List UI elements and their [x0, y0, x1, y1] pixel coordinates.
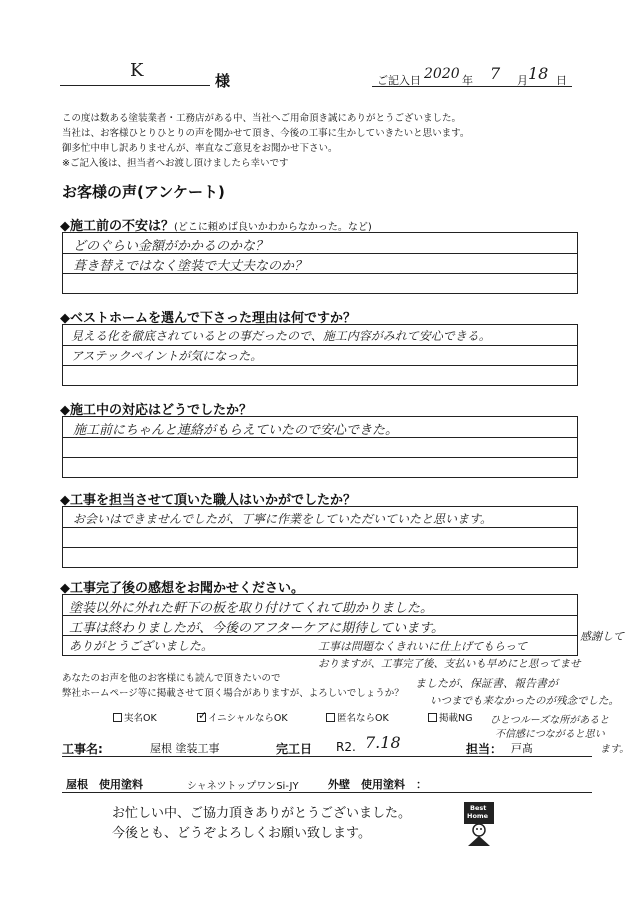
date-label: ご記入日: [377, 74, 421, 87]
date-day: 18: [528, 64, 549, 83]
intro-line-4: ※ご記入後は、担当者へお渡し頂けましたら幸いです: [62, 158, 289, 169]
date-day-suffix: 日: [556, 74, 567, 87]
note-line-5: ひとつルーズな所があると: [490, 715, 610, 726]
intro-line-1: この度は数ある塗装業者・工務店がある中、当社へご用命頂き誠にありがとうございました。: [62, 113, 462, 124]
complete-value: 7.18: [365, 733, 401, 752]
option-no-publish-label: 掲載NG: [439, 713, 473, 724]
note-line-1b: 感謝して: [580, 630, 624, 643]
customer-name-underline: [60, 85, 210, 86]
logo-text-1: Best: [470, 804, 487, 812]
question-1-label: ◆施工前の不安は？: [60, 219, 174, 234]
question-2-answer-1: 見える化を徹底されているとの事だったので、施工内容がみれて安心できる。: [71, 329, 491, 343]
question-3-answer-box: [62, 416, 578, 478]
consent-line-1: あなたのお声を他のお客様にも読んで頂きたいので: [62, 673, 281, 684]
question-4-answer-1: お会いはできませんでしたが、丁寧に作業をしていただいていたと思います。: [73, 512, 493, 526]
option-anonymous-label: 匿名ならOK: [337, 713, 389, 724]
checkbox-checked[interactable]: [197, 709, 208, 722]
question-4-answer-box: [62, 506, 578, 568]
staff-value: 戸髙: [511, 742, 533, 755]
check-mark-icon: ✓: [198, 709, 208, 722]
question-1-answer-1: どのぐらい金額がかかるのかな？: [73, 239, 269, 254]
complete-prefix: R2.: [336, 740, 356, 754]
honorific: 様: [215, 72, 231, 90]
note-line-7: ます。: [600, 744, 630, 755]
option-real-name[interactable]: [113, 710, 157, 724]
checkbox[interactable]: [113, 713, 122, 722]
option-real-name-label: 実名OK: [124, 713, 157, 724]
question-1-subtitle: (どこに頼めば良いかわからなかった。など): [174, 222, 372, 233]
complete-label: 完工日: [276, 742, 313, 756]
note-line-1: 工事は問題なくきれいに仕上げてもらって: [318, 640, 527, 653]
closing-line-1: お忙しい中、ご協力頂きありがとうございました。: [112, 806, 412, 821]
note-line-6: 不信感につながると思い: [495, 729, 605, 740]
option-anonymous[interactable]: [326, 710, 389, 724]
customer-name: K: [130, 60, 144, 81]
answer-row-divider: [63, 547, 577, 548]
work-underline: [62, 756, 592, 757]
wall-paint-label: 外壁 使用塗料 ：: [328, 778, 427, 791]
note-line-4: いつまでも来なかったのが残念でした。: [430, 695, 619, 707]
question-1-answer-2: 葺き替えではなく塗装で大丈夫なのか？: [73, 259, 308, 274]
question-1-answer-box: [62, 232, 578, 294]
date-underline: [372, 86, 572, 87]
work-name-value: 屋根 塗装工事: [150, 742, 220, 755]
date-month-suffix: 月: [517, 74, 528, 87]
answer-row-divider: [63, 345, 577, 346]
paint-underline: [62, 792, 592, 793]
closing-line-2: 今後とも、どうぞよろしくお願い致します。: [112, 826, 371, 841]
question-2-answer-box: [62, 324, 578, 386]
question-3-answer-1: 施工前にちゃんと連絡がもらえていたので安心できた。: [73, 423, 399, 438]
intro-line-2: 当社は、お客様ひとりひとりの声を聞かせて頂き、今後の工事に生かしていきたいと思います。: [62, 128, 470, 139]
staff-label: 担当：: [466, 742, 503, 756]
answer-row-divider: [63, 457, 577, 458]
question-5-answer-1: 塗装以外に外れた軒下の板を取り付けてくれて助かりました。: [69, 601, 434, 616]
note-line-2: おりますが、工事完了後、支払いも早めにと思ってませ: [318, 658, 581, 670]
option-initials[interactable]: [197, 710, 288, 724]
roof-paint-value: シャネツトップワンSi-JY: [187, 781, 299, 792]
date-year-suffix: 年: [462, 74, 473, 87]
question-2-title: ◆ベストホームを選んで下さった理由は何ですか？: [60, 311, 356, 326]
question-2-answer-2: アステックペイントが気になった。: [71, 349, 263, 363]
survey-title: お客様の声(アンケート): [62, 183, 225, 201]
work-name-label: 工事名:: [62, 742, 103, 756]
note-line-3: ましたが、保証書、報告書が: [415, 677, 558, 690]
option-initials-label: イニシャルならOK: [208, 713, 288, 724]
option-no-publish[interactable]: [428, 710, 472, 724]
consent-line-2: 弊社ホームページ等に掲載させて頂く場合がありますが、よろしいでしょうか？: [62, 688, 404, 699]
checkbox[interactable]: [326, 713, 335, 722]
date-year: 2020: [424, 66, 460, 82]
question-3-title: ◆施工中の対応はどうでしたか？: [60, 403, 252, 418]
date-month: 7: [490, 64, 501, 83]
roof-paint-label: 屋根 使用塗料: [66, 778, 143, 791]
logo-text-2: Home: [467, 812, 489, 820]
question-5-answer-3: ありがとうございました。: [69, 639, 214, 653]
best-home-logo: [462, 800, 496, 848]
question-4-title: ◆工事を担当させて頂いた職人はいかがでしたか？: [60, 493, 356, 508]
answer-row-divider: [63, 365, 577, 366]
intro-line-3: 御多忙中申し訳ありませんが、率直なご意見をお聞かせ下さい。: [62, 143, 338, 154]
question-5-answer-2: 工事は終わりましたが、今後のアフターケアに期待しています。: [69, 621, 445, 636]
checkbox[interactable]: [428, 713, 437, 722]
question-5-title: ◆工事完了後の感想をお聞かせください。: [60, 581, 304, 596]
answer-row-divider: [63, 527, 577, 528]
